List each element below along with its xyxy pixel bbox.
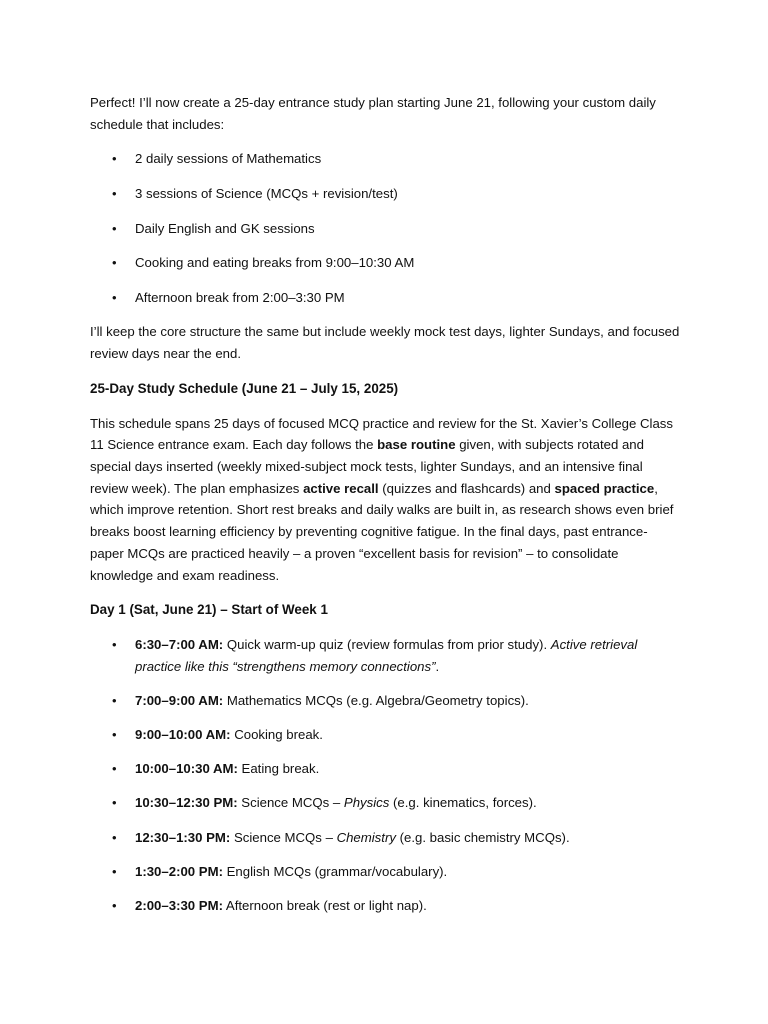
item-text: Afternoon break (rest or light nap). xyxy=(222,898,427,914)
schedule-item xyxy=(90,827,680,849)
schedule-item xyxy=(90,758,680,780)
item-text: Science MCQs – xyxy=(237,795,344,811)
bold-spaced-practice: spaced practice xyxy=(554,480,655,496)
schedule-heading: 25-Day Study Schedule (June 21 – July 15, 2025) xyxy=(90,380,399,396)
item-text: Cooking break. xyxy=(230,727,323,743)
time-label: 12:30–1:30 PM: xyxy=(135,829,231,845)
intro-list xyxy=(90,148,680,308)
document-page xyxy=(90,92,680,929)
schedule-item xyxy=(90,895,680,917)
text-span: , which improve retention. Short rest breaks and daily walks are built in, as research shows even brief breaks boost learning efficiency by preventing cognitive fatigue. In the final days, past entrance-paper MCQs are practiced heavily – a proven “excellent basis for revision” – to consolidate knowledge and exam readiness. xyxy=(90,480,674,583)
intro-paragraph: Perfect! I’ll now create a 25-day entrance study plan starting June 21, following your custom daily schedule that includes: xyxy=(90,95,656,132)
item-italic: Physics xyxy=(343,795,390,811)
item-tail: . xyxy=(435,658,440,674)
text-span: This schedule spans 25 days of focused MCQ practice and review for the St. Xavier’s College Class 11 Science entrance exam. Each day follows the xyxy=(90,415,673,453)
item-text: Science MCQs – xyxy=(230,829,337,845)
list-item: • 2 daily sessions of Mathematics xyxy=(90,148,680,170)
schedule-item xyxy=(90,861,680,883)
text-span: given, with subjects rotated and special days inserted (weekly mixed-subject mock tests, lighter Sundays, and an intensive final review week). The plan emphasizes xyxy=(90,437,644,496)
list-item: • 3 sessions of Science (MCQs + revision/test) xyxy=(90,183,680,205)
list-item: • Daily English and GK sessions xyxy=(90,218,680,240)
time-label: 2:00–3:30 PM: xyxy=(135,898,223,914)
list-item: • Afternoon break from 2:00–3:30 PM xyxy=(90,287,680,309)
item-tail: (e.g. kinematics, forces). xyxy=(389,795,537,811)
followup-paragraph: I’ll keep the core structure the same but include weekly mock test days, lighter Sundays, and focused review days near the end. xyxy=(90,324,680,362)
schedule-item xyxy=(90,690,680,712)
time-label: 6:30–7:00 AM: xyxy=(135,636,224,652)
time-label: 10:30–12:30 PM: xyxy=(135,795,238,811)
text-span: (quizzes and flashcards) and xyxy=(378,480,555,496)
bold-base-routine: base routine xyxy=(377,437,456,453)
time-label: 7:00–9:00 AM: xyxy=(135,692,224,708)
item-text: Quick warm-up quiz (review formulas from prior study). xyxy=(223,636,551,652)
item-text: Mathematics MCQs (e.g. Algebra/Geometry topics). xyxy=(223,692,529,708)
item-italic: Active retrieval practice like this “strengthens memory connections” xyxy=(135,636,638,674)
item-text: English MCQs (grammar/vocabulary). xyxy=(222,863,448,879)
day1-schedule-list xyxy=(90,634,680,917)
bold-active-recall: active recall xyxy=(303,480,379,496)
item-italic: Chemistry xyxy=(336,829,396,845)
schedule-paragraph xyxy=(90,413,680,587)
time-label: 1:30–2:00 PM: xyxy=(135,863,223,879)
list-item: • Cooking and eating breaks from 9:00–10:30 AM xyxy=(90,252,680,274)
day1-heading: Day 1 (Sat, June 21) – Start of Week 1 xyxy=(90,602,328,618)
item-text: Eating break. xyxy=(237,761,320,777)
schedule-item xyxy=(90,724,680,746)
time-label: 9:00–10:00 AM: xyxy=(135,727,231,743)
item-tail: (e.g. basic chemistry MCQs). xyxy=(395,829,570,845)
schedule-item xyxy=(90,634,680,677)
time-label: 10:00–10:30 AM: xyxy=(135,761,238,777)
schedule-item xyxy=(90,792,680,814)
